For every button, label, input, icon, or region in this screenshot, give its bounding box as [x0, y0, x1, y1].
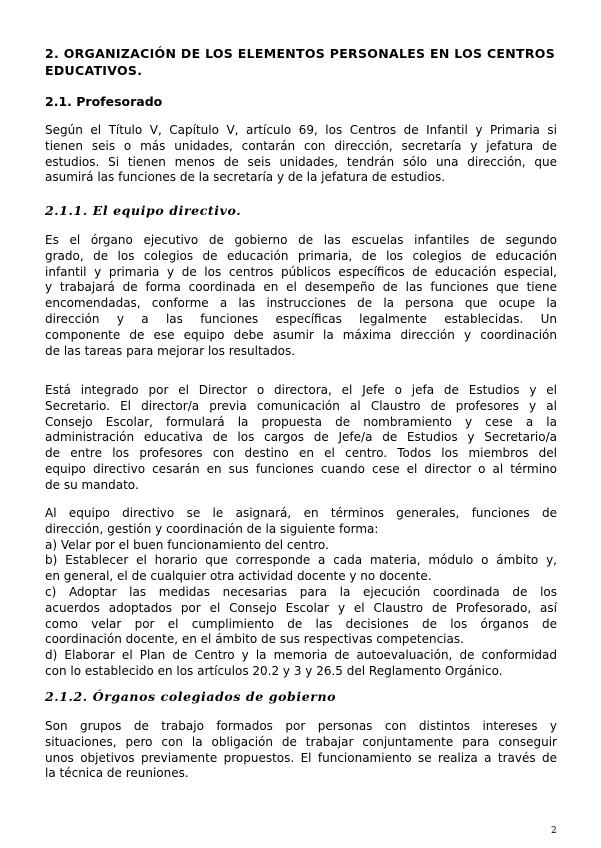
- list-item: d) Elaborar el Plan de Centro y la memoria de autoevaluación, de conformidad: [45, 648, 557, 663]
- text-line: encomendadas, conforme a las instrucciones de la persona que ocupe la: [45, 296, 557, 311]
- text-line: y trabajará de forma coordinada en el desempeño de las funciones que tiene: [45, 280, 557, 295]
- paragraph-equipo-composition: [45, 383, 557, 494]
- text-line: tienen seis o más unidades, contarán con dirección, secretaría y jefatura de: [45, 138, 557, 153]
- text-line: coordinación docente, en el ámbito de sus respectivas competencias.: [45, 632, 464, 647]
- paragraph-organos: [45, 719, 557, 782]
- subsection-heading-organos: 2.1.2. Órganos colegiados de gobierno: [45, 689, 337, 704]
- list-item: a) Velar por el buen funcionamiento del centro.: [45, 537, 329, 552]
- text-line: Según el Título V, Capítulo V, artículo 69, los Centros de Infantil y Primaria si: [45, 123, 557, 137]
- text-line: en general, el de cualquier otra actividad docente y no docente.: [45, 569, 432, 584]
- paragraph-equipo-definition: [45, 233, 557, 359]
- list-item: b) Establecer el horario que corresponde a cada materia, módulo o ámbito y,: [45, 553, 557, 568]
- text-line: de su mandato.: [45, 477, 139, 492]
- text-line: Es el órgano ejecutivo de gobierno de las escuelas infantiles de segundo: [45, 233, 557, 247]
- list-item: c) Adoptar las medidas necesarias para la ejecución coordinada de los: [45, 584, 557, 599]
- text-line: Consejo Escolar, formulará la propuesta de nombramiento y cese a la: [45, 414, 557, 429]
- text-line: la técnica de reuniones.: [45, 766, 189, 781]
- subsection-heading-equipo-directivo: 2.1.1. El equipo directivo.: [45, 203, 242, 218]
- text-line: estudios. Si tienen menos de seis unidades, tendrán sólo una dirección, que: [45, 154, 557, 169]
- paragraph-equipo-functions: [45, 506, 557, 680]
- text-line: dirección, gestión y coordinación de la siguiente forma:: [45, 521, 379, 536]
- text-line: con lo establecido en los artículos 20.2 y 3 y 26.5 del Reglamento Orgánico.: [45, 663, 503, 678]
- text-line: equipo directivo cesarán en sus funciones cuando cese el director o al término: [45, 461, 557, 476]
- text-line: dirección y a las funciones específicas legalmente establecidas. Un: [45, 311, 557, 326]
- text-line: Está integrado por el Director o directora, el Jefe o jefa de Estudios y el: [45, 383, 557, 397]
- text-line: de entre los profesores con destino en el centro. Todos los miembros del: [45, 446, 557, 461]
- text-line: grado, de los colegios de educación primaria, de los colegios de educación: [45, 248, 557, 263]
- text-line: Son grupos de trabajo formados por personas con distintos intereses y: [45, 719, 557, 733]
- text-line: acuerdos adoptados por el Consejo Escolar y el Claustro de Profesorado, así: [45, 600, 557, 615]
- text-line: infantil y primaria y de los centros públicos específicos de educación especial,: [45, 264, 557, 279]
- text-line: Al equipo directivo se le asignará, en términos generales, funciones de: [45, 506, 557, 520]
- text-line: componente de ese equipo debe asumir la máxima dirección y coordinación: [45, 327, 557, 342]
- text-line: Secretario. El director/a previa comunicación al Claustro de profesores y al: [45, 398, 557, 413]
- page-number: 2: [551, 826, 557, 836]
- paragraph-profesorado: [45, 123, 557, 186]
- text-line: asumirá las funciones de la secretaría y de la jefatura de estudios.: [45, 170, 446, 185]
- text-line: como velar por el cumplimiento de las decisiones de los órganos de: [45, 616, 557, 631]
- text-line: unos objetivos previamente propuestos. El funcionamiento se realiza a través de: [45, 750, 557, 765]
- section-heading: 2. ORGANIZACIÓN DE LOS ELEMENTOS PERSONALES EN LOS CENTROS EDUCATIVOS.: [45, 46, 556, 78]
- subsection-heading-profesorado: 2.1. Profesorado: [45, 94, 163, 109]
- text-line: administración educativa de los cargos de Jefe/a de Estudios y Secretario/a: [45, 430, 557, 445]
- text-line: de las tareas para mejorar los resultados.: [45, 343, 296, 358]
- text-line: situaciones, pero con la obligación de trabajar conjuntamente para conseguir: [45, 734, 557, 749]
